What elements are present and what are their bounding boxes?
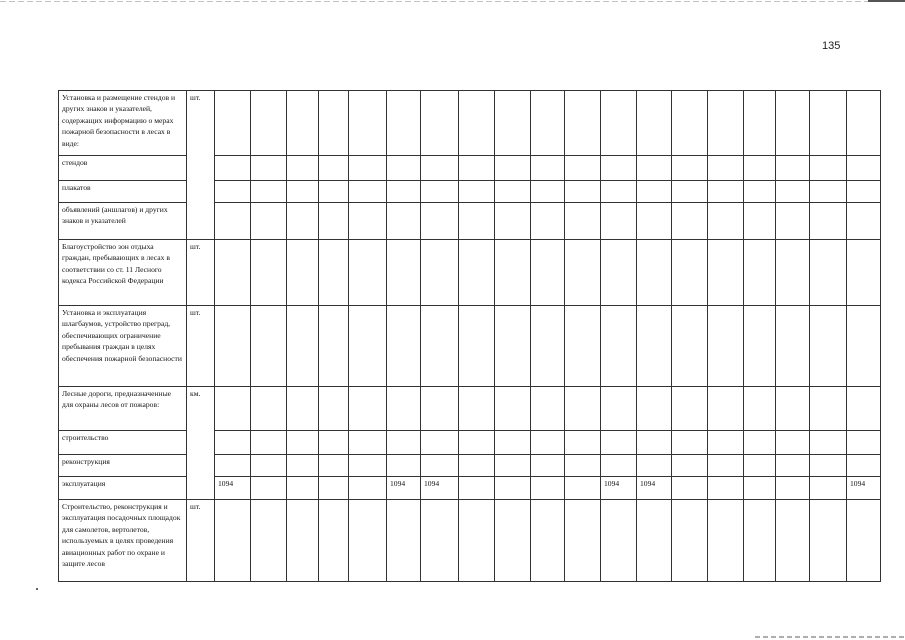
value-cell bbox=[421, 455, 459, 477]
value-cell bbox=[287, 181, 319, 203]
value-cell bbox=[708, 455, 744, 477]
row-name-cell: строительство bbox=[59, 431, 187, 455]
value-cell bbox=[349, 387, 387, 431]
value-cell bbox=[251, 240, 287, 306]
value-cell bbox=[601, 500, 637, 582]
table-row bbox=[59, 387, 881, 431]
table-row bbox=[59, 431, 881, 455]
value-cell: 1094 bbox=[215, 477, 251, 500]
value-cell bbox=[776, 477, 810, 500]
value-cell bbox=[708, 156, 744, 181]
unit-cell: шт. bbox=[187, 500, 215, 582]
value-cell bbox=[349, 431, 387, 455]
value-cell bbox=[744, 181, 776, 203]
value-cell bbox=[319, 181, 349, 203]
value-cell bbox=[387, 306, 421, 387]
value-cell bbox=[531, 181, 565, 203]
value-cell bbox=[637, 156, 672, 181]
value-cell bbox=[459, 387, 495, 431]
value-cell bbox=[287, 455, 319, 477]
value-cell bbox=[565, 387, 601, 431]
value-cell bbox=[495, 240, 531, 306]
value-cell bbox=[387, 203, 421, 240]
value-cell bbox=[672, 156, 708, 181]
row-name-cell: плакатов bbox=[59, 181, 187, 203]
scan-edge-mark bbox=[868, 0, 905, 2]
value-cell bbox=[215, 431, 251, 455]
value-cell bbox=[459, 240, 495, 306]
value-cell bbox=[319, 156, 349, 181]
value-cell bbox=[810, 455, 847, 477]
table-body bbox=[59, 91, 881, 582]
value-cell bbox=[459, 156, 495, 181]
value-cell bbox=[708, 477, 744, 500]
value-cell: 1094 bbox=[637, 477, 672, 500]
value-cell bbox=[319, 91, 349, 156]
value-cell bbox=[565, 156, 601, 181]
value-cell bbox=[287, 500, 319, 582]
value-cell bbox=[215, 240, 251, 306]
value-cell bbox=[531, 431, 565, 455]
value-cell bbox=[847, 240, 881, 306]
value-cell bbox=[251, 203, 287, 240]
value-cell bbox=[847, 387, 881, 431]
value-cell bbox=[421, 181, 459, 203]
value-cell bbox=[319, 306, 349, 387]
value-cell bbox=[319, 387, 349, 431]
value-cell bbox=[776, 431, 810, 455]
value-cell bbox=[215, 91, 251, 156]
row-name-cell: Установка и размещение стендов и других знаков и указателей, содержащих информацию о мерах пожарной безопасности в лесах в виде: bbox=[59, 91, 187, 156]
value-cell bbox=[810, 500, 847, 582]
value-cell bbox=[708, 431, 744, 455]
row-name-cell: Строительство, реконструкция и эксплуатация посадочных площадок для самолетов, вертолетов, используемых в целях проведения авиационных работ по охране и защите лесов bbox=[59, 500, 187, 582]
value-cell bbox=[810, 477, 847, 500]
value-cell bbox=[672, 431, 708, 455]
value-cell bbox=[421, 203, 459, 240]
row-name-cell: Благоустройство зон отдыха граждан, пребывающих в лесах в соответствии со ст. 11 Лесного кодекса Российской Федерации bbox=[59, 240, 187, 306]
value-cell bbox=[776, 387, 810, 431]
value-cell bbox=[495, 203, 531, 240]
value-cell bbox=[287, 387, 319, 431]
value-cell bbox=[776, 203, 810, 240]
value-cell bbox=[495, 387, 531, 431]
row-name-cell: объявлений (аншлагов) и других знаков и указателей bbox=[59, 203, 187, 240]
value-cell bbox=[251, 181, 287, 203]
value-cell bbox=[847, 156, 881, 181]
value-cell bbox=[565, 91, 601, 156]
value-cell bbox=[459, 477, 495, 500]
value-cell bbox=[708, 387, 744, 431]
value-cell: 1094 bbox=[421, 477, 459, 500]
value-cell bbox=[637, 203, 672, 240]
value-cell bbox=[287, 203, 319, 240]
value-cell bbox=[776, 455, 810, 477]
value-cell bbox=[459, 181, 495, 203]
value-cell bbox=[287, 91, 319, 156]
value-cell bbox=[387, 431, 421, 455]
table-row bbox=[59, 91, 881, 156]
value-cell bbox=[495, 500, 531, 582]
value-cell bbox=[810, 91, 847, 156]
value-cell bbox=[565, 477, 601, 500]
value-cell bbox=[421, 431, 459, 455]
value-cell bbox=[637, 91, 672, 156]
value-cell bbox=[672, 240, 708, 306]
table-row bbox=[59, 203, 881, 240]
value-cell bbox=[637, 240, 672, 306]
value-cell bbox=[601, 156, 637, 181]
value-cell bbox=[349, 203, 387, 240]
value-cell bbox=[531, 455, 565, 477]
value-cell bbox=[319, 240, 349, 306]
value-cell bbox=[708, 91, 744, 156]
table-row bbox=[59, 500, 881, 582]
value-cell bbox=[847, 91, 881, 156]
value-cell bbox=[251, 306, 287, 387]
value-cell bbox=[349, 156, 387, 181]
value-cell bbox=[287, 431, 319, 455]
value-cell bbox=[349, 240, 387, 306]
value-cell bbox=[847, 431, 881, 455]
scan-dot bbox=[36, 588, 38, 590]
value-cell bbox=[672, 455, 708, 477]
value-cell bbox=[810, 240, 847, 306]
value-cell bbox=[421, 240, 459, 306]
value-cell bbox=[776, 500, 810, 582]
value-cell bbox=[810, 387, 847, 431]
value-cell bbox=[459, 500, 495, 582]
value-cell bbox=[319, 500, 349, 582]
value-cell bbox=[776, 91, 810, 156]
value-cell bbox=[847, 181, 881, 203]
value-cell bbox=[459, 306, 495, 387]
value-cell bbox=[387, 387, 421, 431]
value-cell bbox=[531, 306, 565, 387]
value-cell bbox=[810, 156, 847, 181]
table-row bbox=[59, 306, 881, 387]
page-number: 135 bbox=[822, 40, 841, 52]
value-cell bbox=[215, 156, 251, 181]
value-cell bbox=[531, 477, 565, 500]
value-cell bbox=[637, 431, 672, 455]
value-cell bbox=[319, 455, 349, 477]
value-cell bbox=[459, 455, 495, 477]
value-cell bbox=[287, 156, 319, 181]
value-cell bbox=[744, 306, 776, 387]
value-cell bbox=[637, 387, 672, 431]
value-cell bbox=[708, 240, 744, 306]
value-cell bbox=[215, 500, 251, 582]
value-cell bbox=[601, 306, 637, 387]
value-cell bbox=[531, 156, 565, 181]
value-cell bbox=[349, 500, 387, 582]
table-row bbox=[59, 181, 881, 203]
value-cell bbox=[565, 306, 601, 387]
unit-cell: км. bbox=[187, 387, 215, 500]
value-cell bbox=[744, 240, 776, 306]
value-cell bbox=[251, 156, 287, 181]
value-cell bbox=[387, 156, 421, 181]
value-cell bbox=[637, 500, 672, 582]
value-cell bbox=[601, 387, 637, 431]
value-cell bbox=[287, 240, 319, 306]
value-cell bbox=[847, 455, 881, 477]
value-cell bbox=[251, 477, 287, 500]
value-cell: 1094 bbox=[847, 477, 881, 500]
value-cell bbox=[810, 181, 847, 203]
value-cell: 1094 bbox=[601, 477, 637, 500]
value-cell bbox=[495, 91, 531, 156]
value-cell bbox=[421, 306, 459, 387]
value-cell bbox=[565, 203, 601, 240]
value-cell bbox=[637, 455, 672, 477]
row-name-cell: стендов bbox=[59, 156, 187, 181]
value-cell bbox=[531, 203, 565, 240]
unit-cell: шт. bbox=[187, 240, 215, 306]
fire-safety-measures-table bbox=[58, 90, 881, 582]
value-cell bbox=[672, 306, 708, 387]
value-cell bbox=[810, 203, 847, 240]
value-cell bbox=[744, 91, 776, 156]
value-cell bbox=[672, 477, 708, 500]
value-cell bbox=[459, 91, 495, 156]
value-cell bbox=[565, 181, 601, 203]
value-cell bbox=[387, 91, 421, 156]
value-cell bbox=[601, 240, 637, 306]
value-cell bbox=[349, 477, 387, 500]
value-cell bbox=[421, 500, 459, 582]
value-cell bbox=[215, 455, 251, 477]
value-cell bbox=[672, 91, 708, 156]
value-cell bbox=[531, 387, 565, 431]
table-row bbox=[59, 477, 881, 500]
value-cell bbox=[601, 431, 637, 455]
value-cell bbox=[251, 431, 287, 455]
table-row bbox=[59, 240, 881, 306]
value-cell bbox=[215, 306, 251, 387]
value-cell bbox=[847, 203, 881, 240]
value-cell bbox=[601, 181, 637, 203]
value-cell bbox=[495, 455, 531, 477]
unit-cell: шт. bbox=[187, 91, 215, 240]
value-cell bbox=[601, 91, 637, 156]
value-cell bbox=[531, 91, 565, 156]
value-cell bbox=[251, 91, 287, 156]
value-cell bbox=[421, 91, 459, 156]
value-cell bbox=[387, 455, 421, 477]
value-cell bbox=[531, 500, 565, 582]
value-cell bbox=[319, 203, 349, 240]
table-row bbox=[59, 455, 881, 477]
row-name-cell: Установка и эксплуатация шлагбаумов, устройство преград, обеспечивающих ограничение пребывания граждан в целях обеспечения пожарной безопасности bbox=[59, 306, 187, 387]
value-cell bbox=[744, 477, 776, 500]
value-cell bbox=[708, 306, 744, 387]
value-cell bbox=[251, 455, 287, 477]
value-cell bbox=[251, 387, 287, 431]
value-cell bbox=[349, 455, 387, 477]
value-cell bbox=[708, 203, 744, 240]
value-cell bbox=[495, 306, 531, 387]
value-cell bbox=[744, 156, 776, 181]
value-cell bbox=[421, 156, 459, 181]
value-cell bbox=[601, 203, 637, 240]
value-cell bbox=[744, 500, 776, 582]
scan-edge-bottom bbox=[755, 636, 905, 638]
row-name-cell: реконструкция bbox=[59, 455, 187, 477]
value-cell bbox=[708, 181, 744, 203]
value-cell bbox=[349, 181, 387, 203]
value-cell bbox=[776, 306, 810, 387]
value-cell bbox=[744, 431, 776, 455]
value-cell bbox=[776, 156, 810, 181]
value-cell bbox=[776, 181, 810, 203]
value-cell bbox=[672, 203, 708, 240]
value-cell bbox=[349, 306, 387, 387]
value-cell: 1094 bbox=[387, 477, 421, 500]
value-cell bbox=[319, 431, 349, 455]
row-name-cell: Лесные дороги, предназначенные для охраны лесов от пожаров: bbox=[59, 387, 187, 431]
value-cell bbox=[708, 500, 744, 582]
value-cell bbox=[847, 500, 881, 582]
value-cell bbox=[251, 500, 287, 582]
value-cell bbox=[495, 156, 531, 181]
value-cell bbox=[565, 240, 601, 306]
value-cell bbox=[287, 477, 319, 500]
value-cell bbox=[459, 203, 495, 240]
value-cell bbox=[495, 181, 531, 203]
value-cell bbox=[810, 431, 847, 455]
value-cell bbox=[495, 431, 531, 455]
value-cell bbox=[387, 181, 421, 203]
value-cell bbox=[565, 431, 601, 455]
value-cell bbox=[459, 431, 495, 455]
value-cell bbox=[672, 387, 708, 431]
value-cell bbox=[565, 455, 601, 477]
value-cell bbox=[672, 500, 708, 582]
value-cell bbox=[776, 240, 810, 306]
value-cell bbox=[319, 477, 349, 500]
value-cell bbox=[531, 240, 565, 306]
value-cell bbox=[215, 387, 251, 431]
value-cell bbox=[387, 240, 421, 306]
value-cell bbox=[349, 91, 387, 156]
value-cell bbox=[744, 203, 776, 240]
value-cell bbox=[744, 455, 776, 477]
value-cell bbox=[637, 306, 672, 387]
value-cell bbox=[495, 477, 531, 500]
value-cell bbox=[287, 306, 319, 387]
value-cell bbox=[637, 181, 672, 203]
value-cell bbox=[601, 455, 637, 477]
value-cell bbox=[565, 500, 601, 582]
unit-cell: шт. bbox=[187, 306, 215, 387]
value-cell bbox=[672, 181, 708, 203]
value-cell bbox=[387, 500, 421, 582]
scan-edge-top bbox=[0, 1, 905, 2]
value-cell bbox=[744, 387, 776, 431]
table-row bbox=[59, 156, 881, 181]
value-cell bbox=[215, 181, 251, 203]
value-cell bbox=[421, 387, 459, 431]
value-cell bbox=[215, 203, 251, 240]
value-cell bbox=[847, 306, 881, 387]
value-cell bbox=[810, 306, 847, 387]
row-name-cell: эксплуатация bbox=[59, 477, 187, 500]
